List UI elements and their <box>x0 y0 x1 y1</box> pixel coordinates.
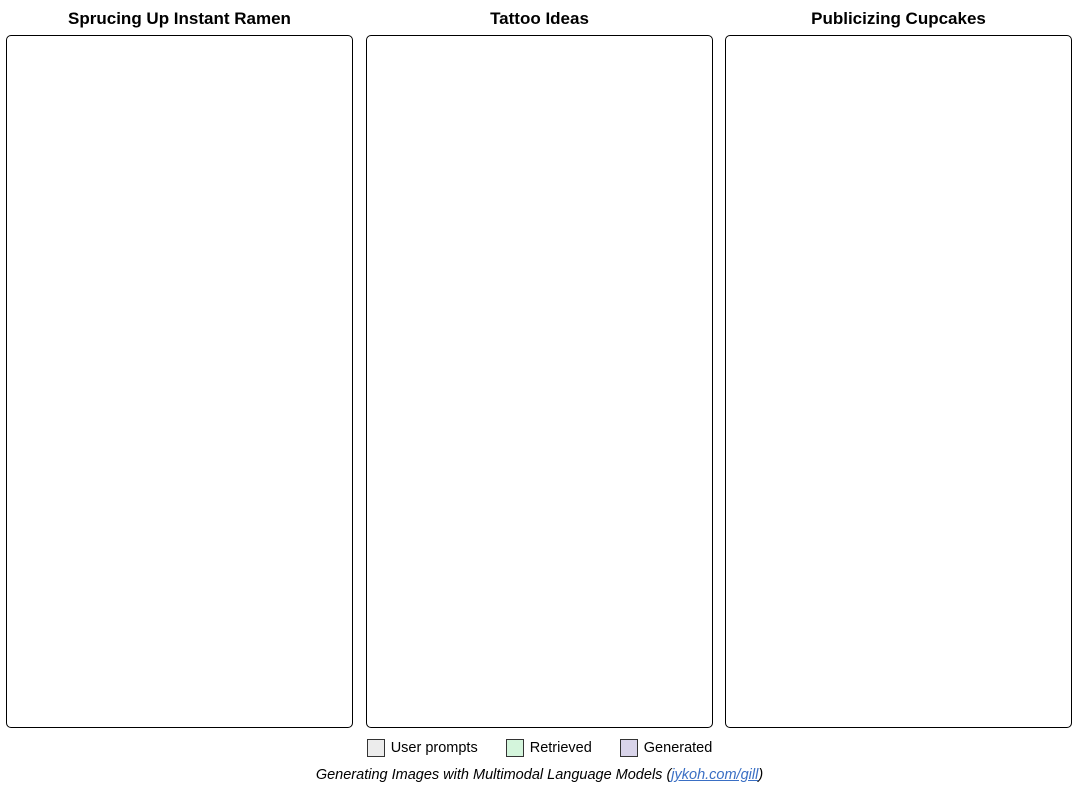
panel-tattoo <box>366 35 713 728</box>
column-title-cupcakes: Publicizing Cupcakes <box>811 9 986 28</box>
column-cupcakes <box>725 0 1072 36</box>
column-tattoo <box>366 0 713 36</box>
legend-label-generated: Generated <box>643 740 713 756</box>
legend <box>0 737 1079 759</box>
footer-link[interactable]: jykoh.com/gill <box>671 767 759 783</box>
legend-swatch-user-prompts <box>367 739 385 757</box>
footer-close: ) <box>758 767 764 783</box>
legend-item-retrieved <box>506 739 592 757</box>
legend-label-retrieved: Retrieved <box>529 740 592 756</box>
legend-swatch-retrieved <box>506 739 524 757</box>
legend-swatch-generated <box>620 739 638 757</box>
panel-cupcakes <box>725 35 1072 728</box>
footer-text: Generating Images with Multimodal Language Models ( <box>315 767 672 783</box>
legend-item-user-prompts <box>367 739 478 757</box>
footer-caption <box>0 767 1079 783</box>
column-ramen <box>6 0 353 36</box>
legend-label-user-prompts: User prompts <box>390 740 478 756</box>
column-title-tattoo: Tattoo Ideas <box>490 9 589 28</box>
column-title-ramen: Sprucing Up Instant Ramen <box>68 9 291 28</box>
panel-ramen <box>6 35 353 728</box>
legend-item-generated <box>620 739 713 757</box>
